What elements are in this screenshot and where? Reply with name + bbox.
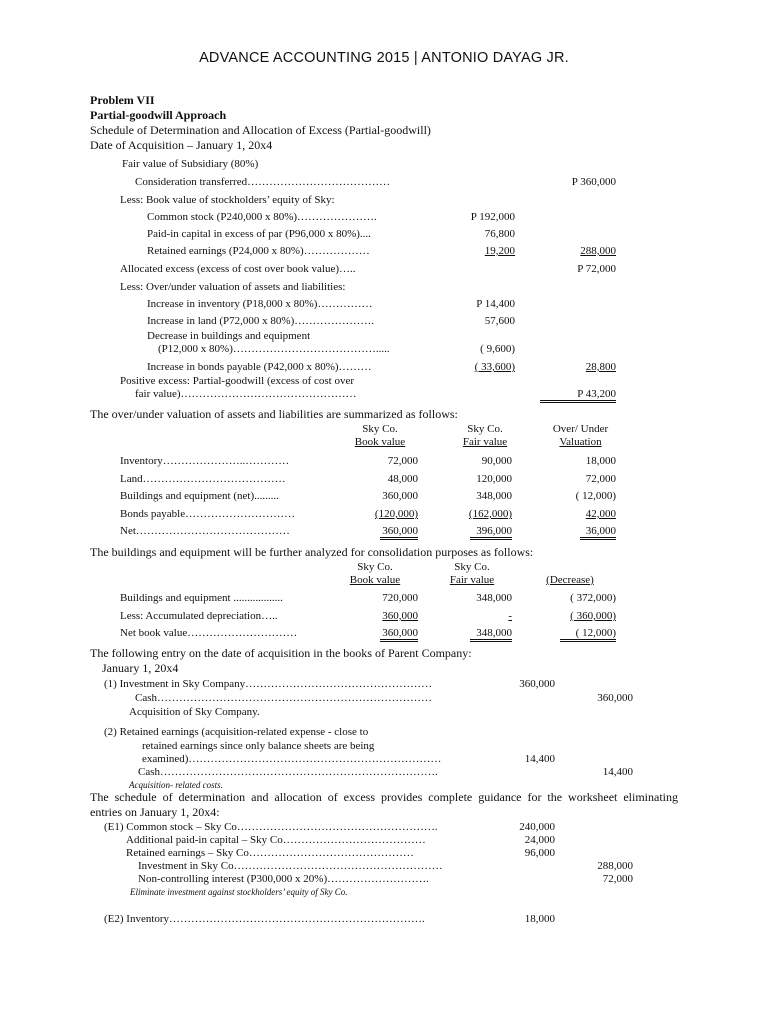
row-label: Land………………………………… (120, 473, 286, 485)
approach-title: Partial-goodwill Approach (90, 108, 227, 122)
col-fair-header-2: Fair value (462, 436, 508, 448)
row-label: Bonds payable………………………… (120, 508, 296, 520)
page-header: ADVANCE ACCOUNTING 2015 | ANTONIO DAYAG JR. (199, 50, 569, 66)
e1-addl-amount: 24,000 (524, 834, 555, 846)
entry-1-credit-label: Cash………………………………………………………………… (135, 692, 432, 704)
problem-title: Problem VII (90, 93, 155, 107)
buildings-decrease-calc: (P12,000 x 80%)…………………………………..... (158, 343, 390, 355)
fv-subsidiary-label: Fair value of Subsidiary (80%) (122, 158, 259, 170)
row-diff: 36,000 (580, 525, 616, 540)
row-label: Less: Accumulated depreciation….. (120, 610, 278, 622)
row-book: 360,000 (380, 627, 418, 642)
col-decrease-header: (Decrease) (546, 574, 594, 586)
col-book-header-1: Sky Co. (357, 561, 393, 573)
entry-2-debit-label: (2) Retained earnings (acquisition-related expense - close to (104, 726, 369, 738)
row-label: Net book value………………………… (120, 627, 298, 639)
retained-earnings-label: Retained earnings (P24,000 x 80%)……………… (147, 245, 370, 257)
bonds-increase-amount: ( 33,600) (474, 361, 515, 373)
row-fair: 348,000 (476, 490, 512, 502)
bonds-increase-label: Increase in bonds payable (P42,000 x 80%)……… (147, 361, 372, 373)
buildings-intro: The buildings and equipment will be further analyzed for consolidation purposes as follows: (90, 545, 534, 559)
common-stock-label: Common stock (P240,000 x 80%)…………………. (147, 211, 377, 223)
col-diff-header-2: Valuation (559, 436, 602, 448)
e1-addl-label: Additional paid-in capital – Sky Co………………………………… (126, 834, 426, 846)
schedule-title: Schedule of Determination and Allocation of Excess (Partial-goodwill) (90, 123, 431, 137)
entry-1-credit-amount: 360,000 (597, 692, 633, 704)
entry-2-debit-label-2: retained earnings since only balance sheets are being (142, 740, 375, 752)
acquisition-date: Date of Acquisition – January 1, 20x4 (90, 138, 273, 152)
goodwill-amount: P 43,200 (540, 388, 616, 403)
entry-2-note: Acquisition- related costs. (129, 780, 223, 790)
less-over-under-label: Less: Over/under valuation of assets and liabilities: (120, 281, 346, 293)
row-book: 72,000 (387, 455, 418, 467)
col-fair-header-2: Fair value (449, 574, 495, 586)
e1-note: Eliminate investment against stockholders’ equity of Sky Co. (130, 887, 348, 897)
entry-2-debit-amount: 14,400 (524, 753, 555, 765)
retained-earnings-amount: 19,200 (484, 245, 515, 257)
e1-common-amount: 240,000 (519, 821, 555, 833)
common-stock-amount: P 192,000 (470, 211, 515, 223)
entry-1-debit-label: (1) Investment in Sky Company…………………………………………… (104, 678, 433, 690)
row-fair: 120,000 (476, 473, 512, 485)
col-fair-header-1: Sky Co. (454, 561, 490, 573)
row-fair: - (508, 610, 512, 622)
buildings-decrease-label: Decrease in buildings and equipment (147, 330, 311, 342)
e1-nci-amount: 72,000 (602, 873, 633, 885)
col-book-header-2: Book value (349, 574, 401, 586)
col-book-header-2: Book value (354, 436, 406, 448)
e1-common-label: (E1) Common stock – Sky Co………………………………………………. (104, 821, 438, 833)
col-book-header-1: Sky Co. (362, 423, 398, 435)
e1-nci-label: Non-controlling interest (P300,000 x 20%)………………………. (138, 873, 429, 885)
entry-2-debit-label-3: examined)…………………………………………………………… (142, 753, 442, 765)
e1-retained-amount: 96,000 (524, 847, 555, 859)
row-label: Net…………………………………… (120, 525, 290, 537)
e2-inventory-amount: 18,000 (524, 913, 555, 925)
over-under-total: 28,800 (585, 361, 616, 373)
row-fair: 348,000 (470, 627, 512, 642)
col-fair-header-1: Sky Co. (467, 423, 503, 435)
row-label: Buildings and equipment (net)......... (120, 490, 279, 502)
over-under-intro: The over/under valuation of assets and liabilities are summarized as follows: (90, 407, 458, 421)
row-diff: ( 360,000) (570, 610, 616, 622)
land-increase-amount: 57,600 (484, 315, 515, 327)
entry-2-credit-amount: 14,400 (602, 766, 633, 778)
row-book: (120,000) (374, 508, 418, 520)
positive-excess-label-2: fair value)………………………………………… (135, 388, 357, 400)
entry-1-debit-amount: 360,000 (519, 678, 555, 690)
row-diff: ( 12,000) (575, 490, 616, 502)
row-diff: 42,000 (585, 508, 616, 520)
row-diff: 18,000 (585, 455, 616, 467)
row-fair: 90,000 (481, 455, 512, 467)
paid-in-amount: 76,800 (484, 228, 515, 240)
paid-in-label: Paid-in capital in excess of par (P96,000 x 80%).... (147, 228, 371, 240)
consideration-label: Consideration transferred………………………………… (135, 176, 391, 188)
elim-intro: The schedule of determination and allocation of excess provides complete guidance for the worksheet eliminating (90, 790, 678, 804)
row-fair: (162,000) (468, 508, 512, 520)
buildings-decrease-amount: ( 9,600) (480, 343, 515, 355)
row-fair: 348,000 (476, 592, 512, 604)
entry-1-note: Acquisition of Sky Company. (129, 706, 260, 718)
entry-date: January 1, 20x4 (102, 661, 179, 675)
inventory-increase-amount: P 14,400 (476, 298, 515, 310)
allocated-excess-label: Allocated excess (excess of cost over book value)….. (120, 263, 356, 275)
entry-intro: The following entry on the date of acquisition in the books of Parent Company: (90, 646, 472, 660)
row-label: Inventory…………………..………… (120, 455, 290, 467)
elim-intro-2: entries on January 1, 20x4: (90, 805, 220, 819)
row-diff: 72,000 (585, 473, 616, 485)
positive-excess-label: Positive excess: Partial-goodwill (excess of cost over (120, 375, 355, 387)
e2-inventory-label: (E2) Inventory……………………………………………………………. (104, 913, 425, 925)
row-diff: ( 372,000) (570, 592, 616, 604)
e1-investment-label: Investment in Sky Co………………………………………………… (138, 860, 443, 872)
row-book: 360,000 (382, 610, 418, 622)
inventory-increase-label: Increase in inventory (P18,000 x 80%)…………… (147, 298, 373, 310)
row-diff: ( 12,000) (560, 627, 616, 642)
row-book: 360,000 (382, 490, 418, 502)
land-increase-label: Increase in land (P72,000 x 80%)…………………. (147, 315, 374, 327)
col-diff-header-1: Over/ Under (552, 423, 609, 435)
allocated-excess-amount: P 72,000 (577, 263, 616, 275)
e1-retained-label: Retained earnings – Sky Co……………………………………… (126, 847, 414, 859)
row-fair: 396,000 (470, 525, 512, 540)
entry-2-credit-label: Cash…………………………………………………………………. (138, 766, 438, 778)
row-book: 720,000 (382, 592, 418, 604)
row-book: 360,000 (380, 525, 418, 540)
consideration-amount: P 360,000 (571, 176, 616, 188)
less-book-value-label: Less: Book value of stockholders’ equity of Sky: (120, 194, 335, 206)
book-value-total: 288,000 (580, 245, 616, 257)
row-label: Buildings and equipment .................. (120, 592, 283, 604)
e1-investment-amount: 288,000 (597, 860, 633, 872)
row-book: 48,000 (387, 473, 418, 485)
